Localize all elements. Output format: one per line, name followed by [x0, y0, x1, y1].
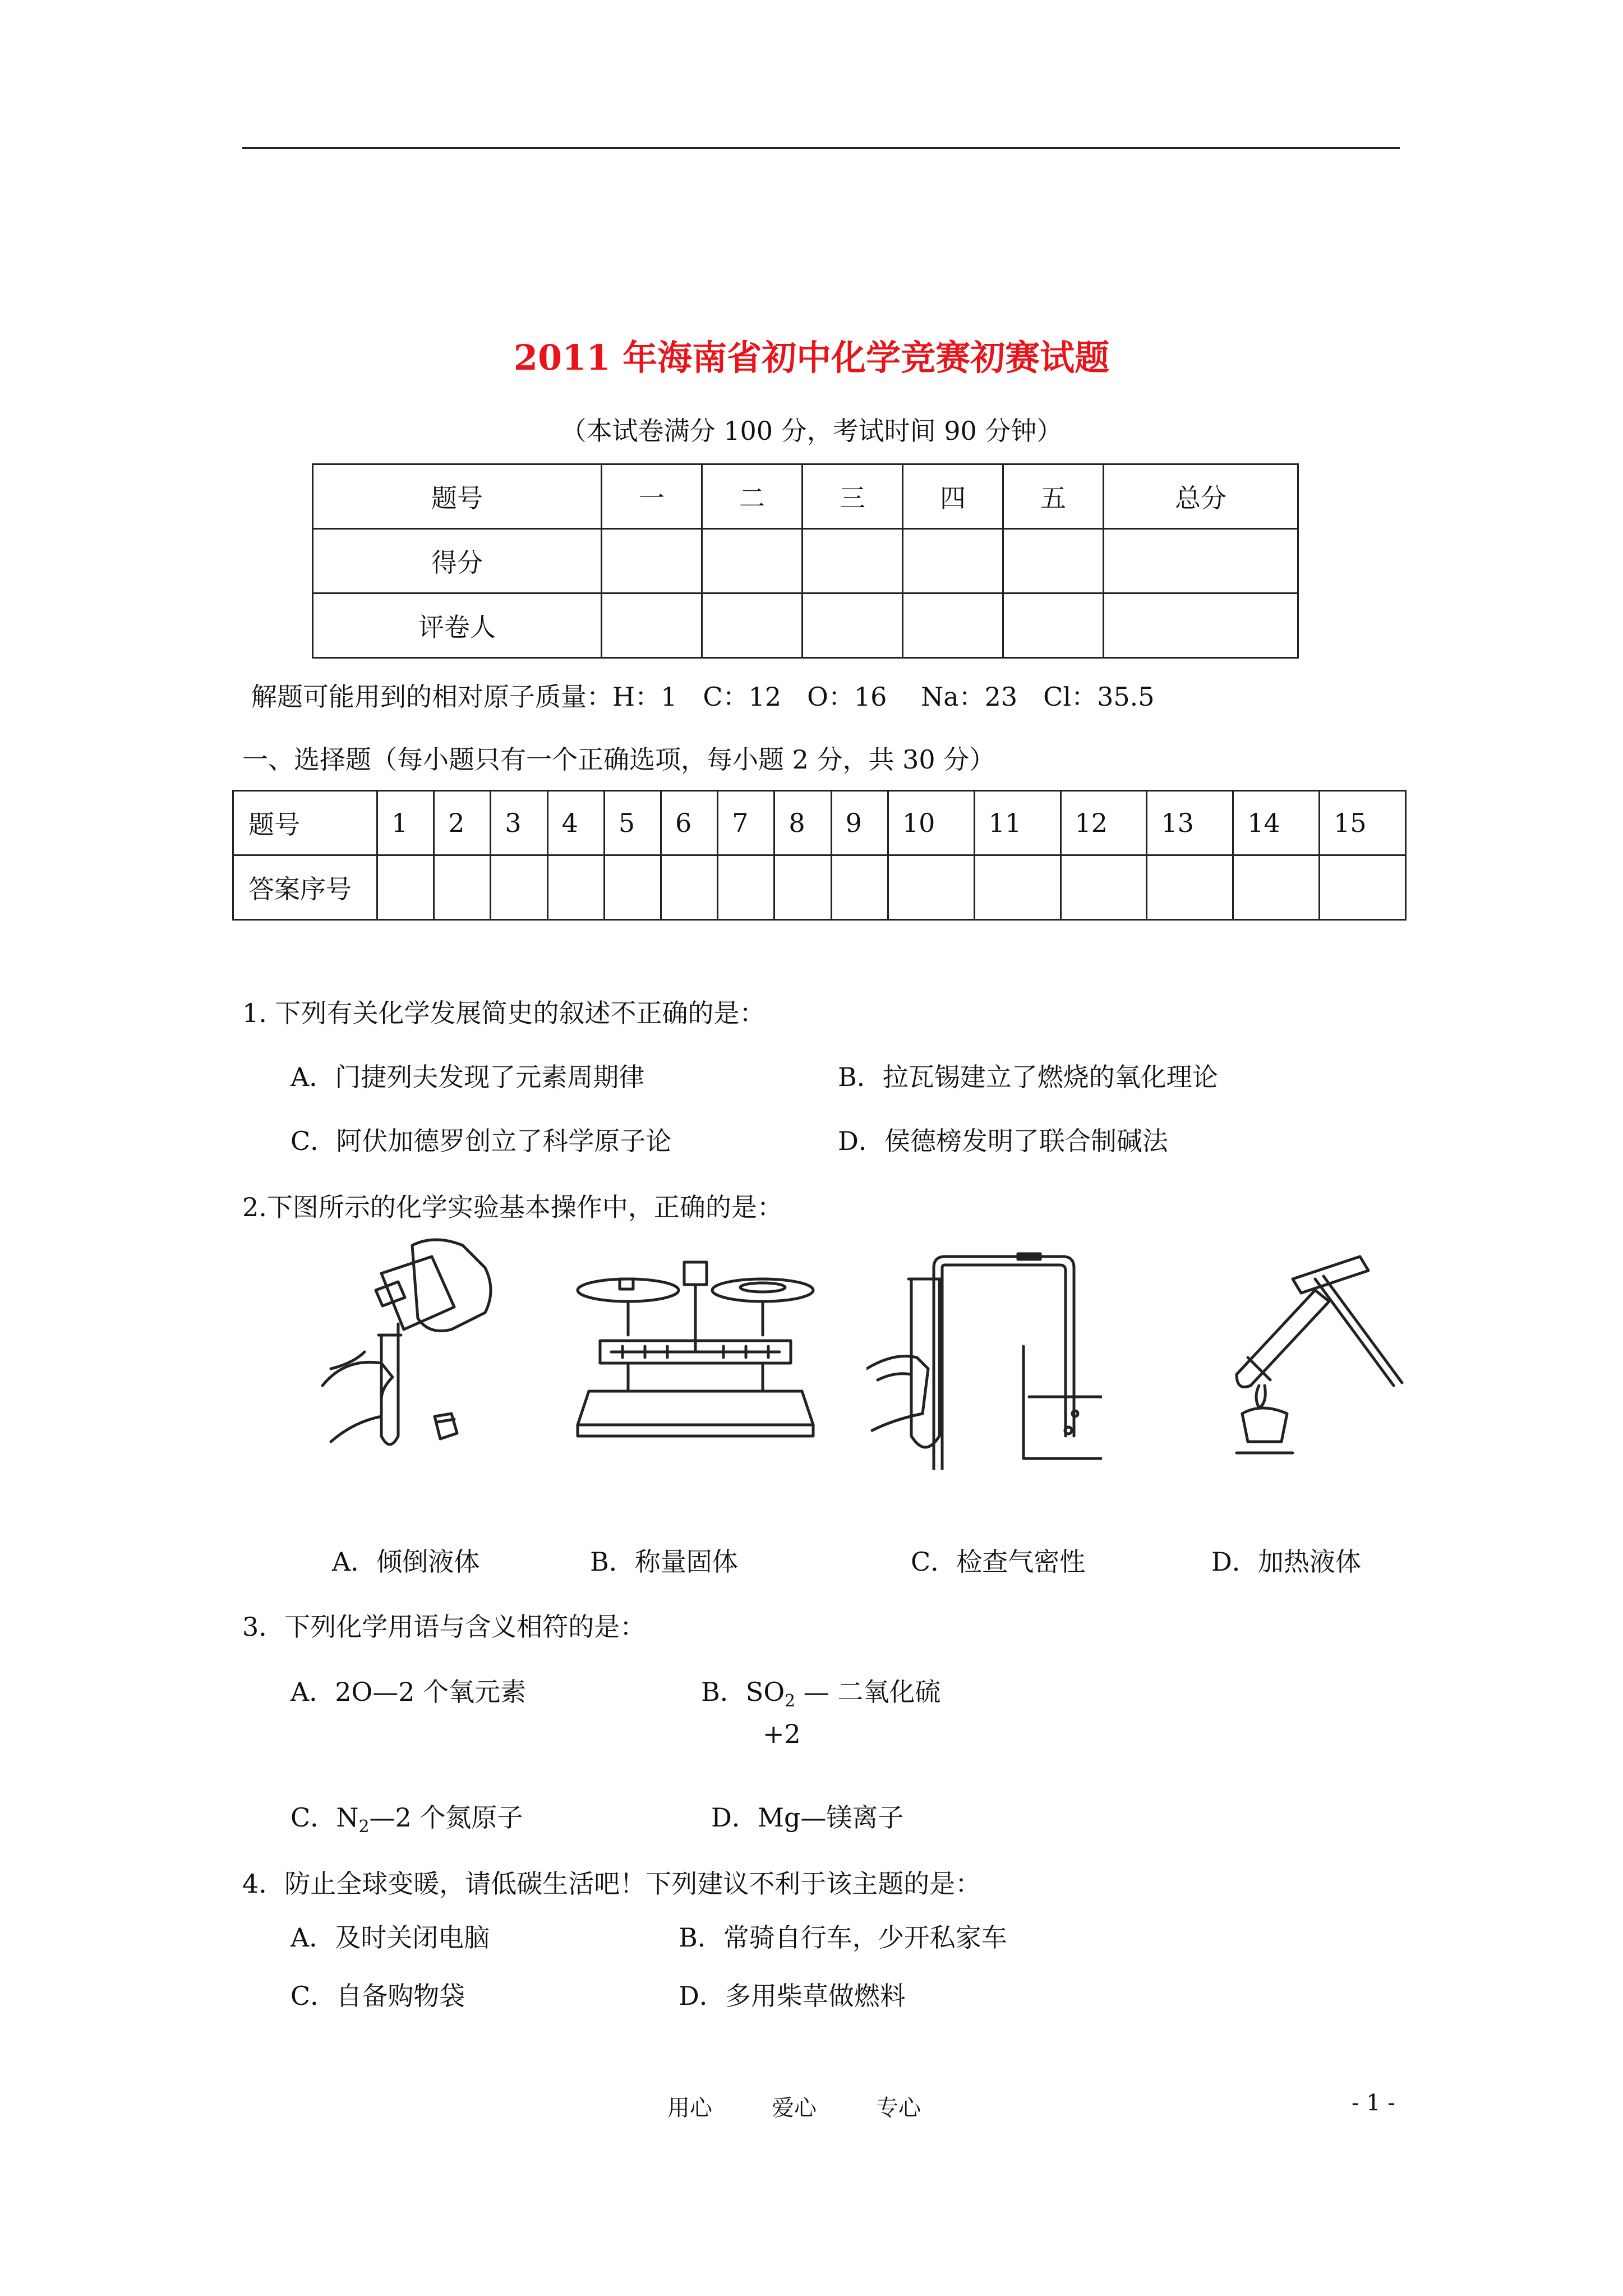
question-4-option-d: D．多用柴草做燃料: [679, 1981, 906, 2011]
answer-row-label: 答案序号: [233, 855, 377, 920]
question-4-option-a: A．及时关闭电脑: [291, 1922, 490, 1953]
score-cell: [803, 529, 903, 593]
score-cell: [902, 529, 1003, 593]
question-3-option-b-prefix: B．SO: [701, 1677, 785, 1707]
score-cell: [1103, 593, 1298, 658]
score-row-label: 评卷人: [313, 593, 602, 658]
question-2-option-b: B．称量固体: [590, 1547, 738, 1577]
answer-table-number-row: [233, 791, 1406, 855]
question-3-option-c: [291, 1797, 523, 1837]
question-number-cell: 3: [491, 791, 547, 855]
question-number-cell: 10: [888, 791, 974, 855]
score-cell: [702, 593, 803, 658]
heating-liquid-figure: [1220, 1245, 1410, 1470]
question-4-option-c: C．自备购物袋: [291, 1981, 465, 2011]
question-number-cell: 15: [1320, 791, 1406, 855]
score-header-cell: 四: [902, 464, 1003, 529]
answer-cell: [1233, 855, 1320, 920]
question-4-option-b: B．常骑自行车，少开私家车: [679, 1922, 1007, 1953]
answer-table-answer-row: [233, 855, 1406, 920]
question-3-charge-label: +2: [763, 1719, 801, 1749]
page-number: - 1 -: [1352, 2090, 1395, 2116]
question-3-option-c-subscript: 2: [358, 1817, 370, 1837]
answer-cell: [547, 855, 604, 920]
answer-cell: [888, 855, 974, 920]
score-table-header-row: [313, 464, 1298, 529]
score-cell: [1003, 529, 1103, 593]
answer-cell: [377, 855, 434, 920]
atomic-masses-line: 解题可能用到的相对原子质量：H：1 C：12 O：16 Na：23 Cl：35.5: [251, 682, 1155, 712]
score-cell: [902, 593, 1003, 658]
score-header-cell: 二: [702, 464, 803, 529]
question-1-option-a: A．门捷列夫发现了元素周期律: [291, 1062, 645, 1092]
question-number-cell: 9: [831, 791, 888, 855]
header-rule: [242, 147, 1400, 149]
score-cell: [1003, 593, 1103, 658]
score-table: [312, 463, 1299, 659]
section1-heading: 一、选择题（每小题只有一个正确选项，每小题 2 分，共 30 分）: [242, 744, 995, 775]
answer-cell: [1320, 855, 1406, 920]
score-table-row: [313, 593, 1298, 658]
question-1-option-c: C．阿伏加德罗创立了科学原子论: [291, 1126, 672, 1156]
airtightness-check-figure: [866, 1245, 1102, 1470]
question-number-cell: 2: [434, 791, 491, 855]
answer-cell: [774, 855, 831, 920]
question-number-cell: 13: [1147, 791, 1233, 855]
balance-figure: [566, 1240, 824, 1464]
answer-cell: [1147, 855, 1233, 920]
question-2-stem: 2.下图所示的化学实验基本操作中，正确的是：: [242, 1192, 783, 1222]
score-header-cell: 题号: [313, 464, 602, 529]
question-3-option-c-prefix: C．N: [291, 1802, 359, 1833]
question-2-option-d: D．加热液体: [1211, 1547, 1361, 1577]
question-number-cell: 5: [604, 791, 661, 855]
score-row-label: 得分: [313, 529, 602, 593]
question-number-cell: 6: [661, 791, 718, 855]
score-header-cell: 总分: [1103, 464, 1298, 529]
score-cell: [702, 529, 803, 593]
score-cell: [602, 529, 702, 593]
score-header-cell: 一: [602, 464, 702, 529]
question-1-stem: 1. 下列有关化学发展简史的叙述不正确的是：: [242, 998, 766, 1028]
answer-cell: [974, 855, 1061, 920]
answer-cell: [604, 855, 661, 920]
footer-motto-2: 爱心: [772, 2095, 817, 2121]
answer-cell: [491, 855, 547, 920]
page-title: 2011 年海南省初中化学竞赛初赛试题: [513, 337, 1110, 378]
answer-cell: [434, 855, 491, 920]
score-header-cell: 五: [1003, 464, 1103, 529]
answer-cell: [831, 855, 888, 920]
score-cell: [602, 593, 702, 658]
question-number-cell: 7: [718, 791, 774, 855]
score-header-cell: 三: [803, 464, 903, 529]
page-subtitle: （本试卷满分 100 分，考试时间 90 分钟）: [560, 416, 1063, 446]
question-number-cell: 4: [547, 791, 604, 855]
question-3-option-d: D．Mg—镁离子: [711, 1802, 904, 1833]
answer-cell: [661, 855, 718, 920]
question-3-option-c-suffix: —2 个氮原子: [369, 1802, 523, 1833]
question-2-option-a: A．倾倒液体: [332, 1547, 480, 1577]
question-number-cell: 12: [1061, 791, 1147, 855]
score-cell: [803, 593, 903, 658]
question-2-option-c: C．检查气密性: [911, 1547, 1086, 1577]
question-3-stem: 3．下列化学用语与含义相符的是：: [242, 1612, 646, 1642]
question-number-cell: 1: [377, 791, 434, 855]
answer-cell: [718, 855, 774, 920]
footer-motto-3: 专心: [876, 2095, 921, 2121]
question-4-stem: 4．防止全球变暖，请低碳生活吧！下列建议不利于该主题的是：: [242, 1869, 981, 1899]
answer-table: [232, 790, 1407, 921]
answer-cell: [1061, 855, 1147, 920]
question-number-cell: 14: [1233, 791, 1320, 855]
question-1-option-b: B．拉瓦锡建立了燃烧的氧化理论: [838, 1062, 1218, 1092]
question-3-option-b-subscript: 2: [785, 1691, 796, 1711]
question-number-cell: 11: [974, 791, 1061, 855]
question-1-option-d: D．侯德榜发明了联合制碱法: [838, 1126, 1168, 1156]
question-number-cell: 8: [774, 791, 831, 855]
question-3-option-b: [701, 1672, 940, 1711]
question-3-option-b-suffix: — 二氧化硫: [795, 1677, 941, 1707]
pouring-liquid-figure: [314, 1228, 527, 1470]
answer-row-label: 题号: [233, 791, 377, 855]
score-cell: [1103, 529, 1298, 593]
score-table-row: [313, 529, 1298, 593]
question-3-option-a: A．2O—2 个氧元素: [291, 1677, 527, 1707]
footer-motto-1: 用心: [667, 2095, 712, 2121]
